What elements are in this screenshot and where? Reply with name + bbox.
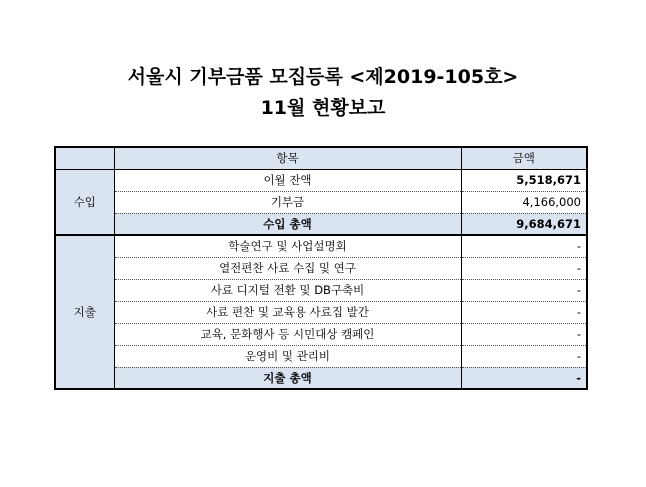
- expense-amount: -: [461, 257, 587, 279]
- expense-item: 운영비 및 관리비: [114, 345, 461, 367]
- expense-total-row: [55, 367, 587, 389]
- income-category-label: 수입: [55, 169, 114, 235]
- header-item: 항목: [114, 147, 461, 169]
- expense-item: 학술연구 및 사업설명회: [114, 235, 461, 257]
- table-row: [55, 323, 587, 345]
- expense-item: 열전편찬 사료 수집 및 연구: [114, 257, 461, 279]
- table-row: [55, 235, 587, 257]
- table-row: [55, 301, 587, 323]
- report-title: 서울시 기부금품 모집등록 <제2019-105호>: [127, 66, 519, 88]
- income-amount: 4,166,000: [461, 191, 587, 213]
- income-amount: 5,518,671: [461, 169, 587, 191]
- income-total-label: 수입 총액: [114, 213, 461, 235]
- expense-amount: -: [461, 345, 587, 367]
- header-amount: 금액: [461, 147, 587, 169]
- expense-item: 사료 디지털 전환 및 DB구축비: [114, 279, 461, 301]
- table-header-row: [55, 147, 587, 169]
- expense-amount: -: [461, 279, 587, 301]
- income-item: 기부금: [114, 191, 461, 213]
- income-item: 이월 잔액: [114, 169, 461, 191]
- income-total-row: [55, 213, 587, 235]
- table-row: [55, 345, 587, 367]
- table-row: [55, 191, 587, 213]
- expense-total-label: 지출 총액: [114, 367, 461, 389]
- expense-item: 사료 편찬 및 교육용 사료집 발간: [114, 301, 461, 323]
- header-category: [55, 147, 114, 169]
- expense-item: 교육, 문화행사 등 시민대상 캠페인: [114, 323, 461, 345]
- table-row: [55, 257, 587, 279]
- expense-amount: -: [461, 301, 587, 323]
- expense-total-amount: -: [461, 367, 587, 389]
- table-row: [55, 279, 587, 301]
- income-total-amount: 9,684,671: [461, 213, 587, 235]
- expense-amount: -: [461, 235, 587, 257]
- report-subtitle: 11월 현황보고: [260, 97, 386, 119]
- expense-amount: -: [461, 323, 587, 345]
- table-row: [55, 169, 587, 191]
- budget-table: [54, 146, 588, 390]
- expense-category-label: 지출: [55, 235, 114, 389]
